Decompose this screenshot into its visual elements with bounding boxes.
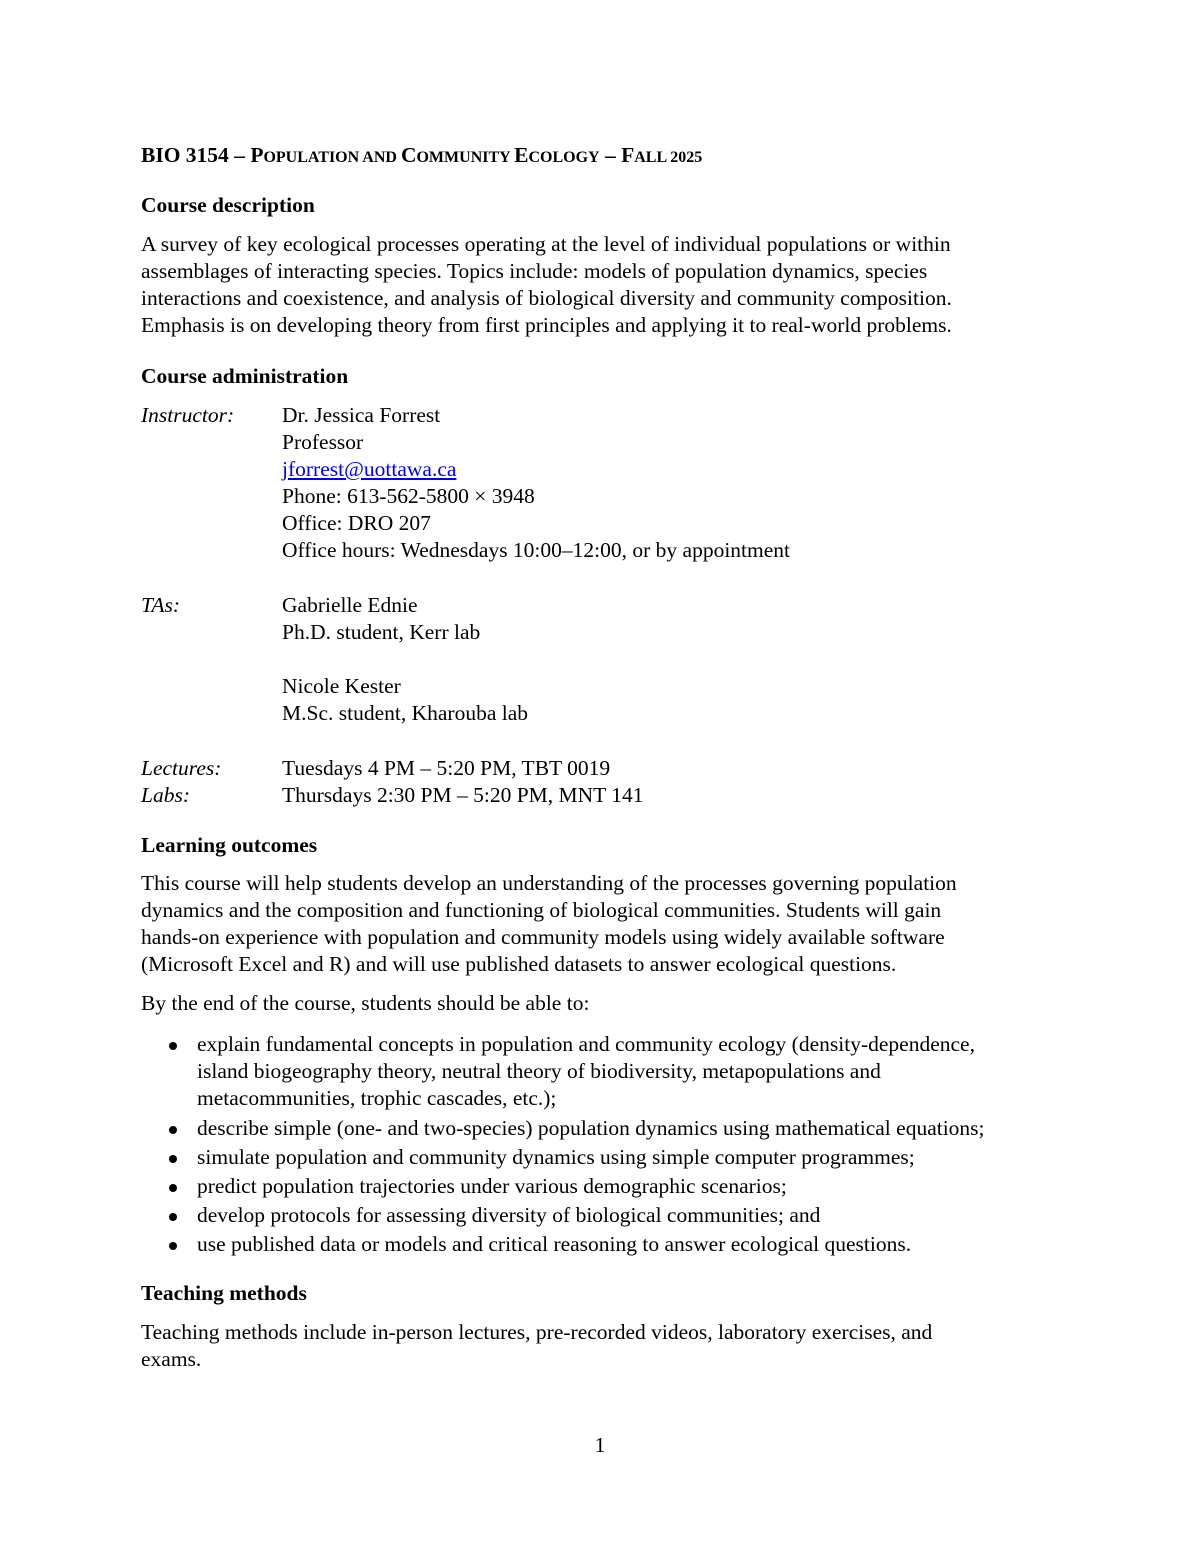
title-separator: – [599, 143, 622, 167]
instructor-label: Instructor: [141, 403, 235, 427]
list-item-text: develop protocols for assessing diversity of biological communities; and [197, 1203, 821, 1227]
list-item-text: predict population trajectories under various demographic scenarios; [197, 1174, 787, 1198]
paragraph-line: dynamics and the composition and functioning of biological communities. Students will gain [141, 898, 942, 922]
paragraph-line: assemblages of interacting species. Topics include: models of population dynamics, species [141, 259, 928, 283]
title-text: F [621, 143, 635, 167]
bullet-icon [169, 1126, 177, 1134]
title-text: OMMUNITY [416, 149, 515, 166]
instructor-office-hours: Office hours: Wednesdays 10:00–12:00, or by appointment [282, 538, 791, 562]
paragraph-line: exams. [141, 1347, 202, 1371]
teaching-methods-heading: Teaching methods [141, 1281, 307, 1305]
title-text: P [250, 143, 264, 167]
tas-label: TAs: [141, 593, 181, 617]
course-description-text [141, 231, 1066, 339]
paragraph-line: (Microsoft Excel and R) and will use published datasets to answer ecological questions. [141, 952, 897, 976]
bullet-icon [169, 1155, 177, 1163]
paragraph-line: Emphasis is on developing theory from first principles and applying it to real-world problems. [141, 313, 952, 337]
ta-name: Gabrielle Ednie [282, 593, 418, 617]
instructor-name: Dr. Jessica Forrest [282, 403, 441, 427]
lectures-value: Tuesdays 4 PM – 5:20 PM, TBT 0019 [282, 756, 611, 780]
list-item-text: use published data or models and critical reasoning to answer ecological questions. [197, 1232, 912, 1256]
list-item-text: island biogeography theory, neutral theory of biodiversity, metapopulations and [197, 1059, 881, 1083]
page-number: 1 [594, 1433, 606, 1457]
title-code: BIO 3154 [141, 143, 229, 167]
title-text: OPULATION AND [263, 149, 401, 166]
paragraph-line: interactions and coexistence, and analysis of biological diversity and community composition. [141, 286, 952, 310]
paragraph-line: Teaching methods include in-person lectures, pre-recorded videos, laboratory exercises, and [141, 1320, 933, 1344]
title-text: C [400, 143, 417, 167]
title-text: E [514, 143, 529, 167]
course-description-heading: Course description [141, 193, 315, 217]
course-title [141, 143, 702, 168]
labs-label: Labs: [141, 783, 190, 807]
bullet-icon [169, 1184, 177, 1192]
teaching-methods-text [141, 1319, 1066, 1373]
lectures-label: Lectures: [141, 756, 222, 780]
list-item-text: describe simple (one- and two-species) population dynamics using mathematical equations; [197, 1116, 985, 1140]
learning-outcomes-heading: Learning outcomes [141, 833, 318, 857]
instructor-phone: Phone: 613-562-5800 × 3948 [282, 484, 535, 508]
paragraph-line: By the end of the course, students should be able to: [141, 991, 590, 1015]
title-separator: – [228, 143, 251, 167]
title-text: ALL 2025 [634, 149, 703, 166]
instructor-title: Professor [282, 430, 364, 454]
course-administration-heading: Course administration [141, 364, 349, 388]
ta-role: M.Sc. student, Kharouba lab [282, 701, 529, 725]
ta-role: Ph.D. student, Kerr lab [282, 620, 481, 644]
bullet-icon [169, 1042, 177, 1050]
title-text: COLOGY [528, 149, 600, 166]
paragraph-line: A survey of key ecological processes operating at the level of individual populations or within [141, 232, 951, 256]
labs-value: Thursdays 2:30 PM – 5:20 PM, MNT 141 [282, 783, 644, 807]
learning-outcomes-text [141, 870, 1066, 978]
paragraph-line: This course will help students develop an understanding of the processes governing population [141, 871, 957, 895]
learning-outcomes-intro [141, 990, 1066, 1017]
bullet-icon [169, 1213, 177, 1221]
instructor-office: Office: DRO 207 [282, 511, 431, 535]
list-item-text: metacommunities, trophic cascades, etc.); [197, 1086, 557, 1110]
list-item-text: explain fundamental concepts in population and community ecology (density-dependence, [197, 1032, 975, 1056]
list-item-text: simulate population and community dynamics using simple computer programmes; [197, 1145, 915, 1169]
paragraph-line: hands-on experience with population and community models using widely available software [141, 925, 945, 949]
bullet-icon [169, 1242, 177, 1250]
instructor-email-link[interactable]: jforrest@uottawa.ca [282, 457, 457, 481]
ta-name: Nicole Kester [282, 674, 401, 698]
